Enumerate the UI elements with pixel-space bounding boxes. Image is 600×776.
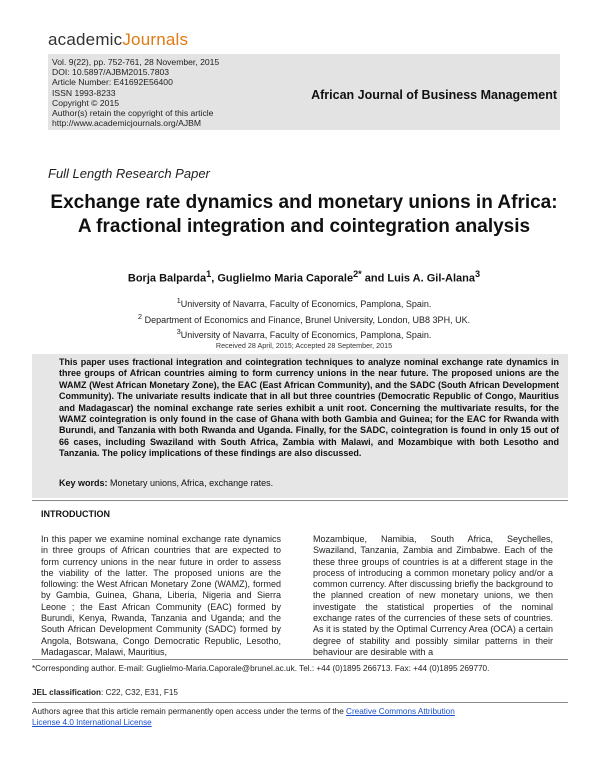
license-text: Authors agree that this article remain permanently open access under the terms of the	[32, 707, 347, 716]
meta-doi: DOI: 10.5897/AJBM2015.7803	[52, 67, 170, 78]
author-and: and	[361, 272, 388, 285]
license-link[interactable]: License 4.0 International License	[32, 717, 152, 727]
footnote-divider	[32, 659, 568, 660]
meta-copyright: Copyright © 2015	[52, 97, 120, 108]
affiliations	[48, 295, 560, 342]
jel-classification	[32, 688, 178, 697]
meta-rights: Author(s) retain the copyright of this article	[52, 108, 214, 119]
author-affil-mark: 3	[475, 269, 481, 279]
affiliation: $^3$University of Navarra, Faculty of Economics, Pamplona, Spain.	[176, 327, 432, 340]
author-separator: ,	[211, 272, 218, 285]
author-affil-mark: 2*	[353, 269, 362, 279]
abstract-text: This paper uses fractional integration and cointegration techniques to analyze nominal exchange rate dynamics in three groups of African countries aiming to form currency unions in the near future. The proposed unions are the WAMZ (West African Monetary Zone), the EAC (East African Community), and the SADC (South African Development Community). The univariate results indicate that in all but three countries (Democratic Republic of Congo, Mauritius and Madagascar) the nominal exchange rate series exhibit a unit root. Concerning the multivariate results, for the WAMZ cointegration is only found in the case of Ghana with both Gambia and Guinea; for the EAC for Rwanda with Burundi, and Tanzania with both Rwanda and Uganda. Finally, for the SADC, cointegration is found in only 15 out of 66 cases, including Swaziland with South Africa, Zambia with Malawi, and Mozambique with both Lesotho and Tanzania. The policy implications of these findings are also discussed.	[59, 357, 559, 459]
keywords	[59, 478, 273, 488]
meta-url[interactable]: http://www.academicjournals.org/AJBM	[52, 118, 202, 129]
author-name: Luis A. Gil-Alana	[387, 272, 475, 285]
body-column-left: In this paper we examine nominal exchange rate dynamics in three groups of African countries that are expected to form currency unions in the near future in order to assess the viability of the latter. The proposed unions are the following: the West African Monetary Zone (WAMZ), formed by Gambia, Guinea, Ghana, Liberia, Nigeria and Sierra Leone ; the East African Community (EAC) formed by Burundi, Kenya, Rwanda, Tanzania and Uganda; and the South African Development Community (SADC) formed by Angola, Botswana, Congo Democratic Republic, Lesotho, Madagascar, Malawi, Mauritius,	[41, 534, 281, 657]
license-link[interactable]: Creative Commons Attribution	[346, 707, 455, 716]
article-metadata	[52, 57, 219, 128]
journal-name: African Journal of Business Management	[311, 88, 557, 102]
jel-codes: : C22, C32, E31, F15	[101, 688, 178, 697]
meta-volume: Vol. 9(22), pp. 752-761, 28 November, 2015	[52, 57, 220, 67]
author-affil-mark: 1	[206, 269, 212, 279]
affiliation: $^2$ Department of Economics and Finance, Brunel University, London, UB8 3PH, UK.	[137, 311, 471, 325]
license-divider	[32, 702, 568, 703]
license-notice	[32, 707, 568, 728]
body-column-right: Mozambique, Namibia, South Africa, Seychelles, Swaziland, Tanzania, Zambia and Zimbabwe. Each of the these three groups of countries is at a different stage in the process of introducing a common monetary policy and/or a common currency. After discussing briefly the background to the planned creation of new monetary unions, we then investigate the statistical properties of the nominal exchange rates of the currencies of these sets of countries. As it is stated by the Optimal Currency Area (OCA) a certain degree of stability and possibly similar patterns in their behaviour are desirable with a	[313, 534, 553, 657]
jel-label: JEL classification	[32, 688, 102, 697]
author-name: Borja Balparda	[127, 272, 207, 285]
corresponding-author: *Corresponding author. E-mail: Guglielmo-Maria.Caporale@brunel.ac.uk. Tel.: +44 (0)1895 266713. Fax: +44 (0)1895 269770.	[32, 664, 490, 673]
meta-article-number: Article Number: E41692E56400	[52, 77, 173, 88]
keywords-values: Monetary unions, Africa, exchange rates.	[107, 478, 274, 488]
received-dates: Received 28 April, 2015; Accepted 28 September, 2015	[215, 341, 393, 350]
paper-title: Exchange rate dynamics and monetary unions in Africa: A fractional integration and cointegration analysis	[50, 192, 558, 237]
section-heading-introduction: INTRODUCTION	[41, 509, 110, 519]
affiliation: $^1$University of Navarra, Faculty of Economics, Pamplona, Spain.	[176, 296, 432, 309]
meta-issn: ISSN 1993-8233	[52, 87, 116, 98]
abstract-divider	[32, 500, 568, 501]
paper-type: Full Length Research Paper	[48, 166, 210, 181]
author-list	[48, 269, 560, 285]
publisher-logo: academicJournals	[48, 30, 189, 49]
keywords-label: Key words:	[59, 478, 108, 488]
author-name: Guglielmo Maria Caporale	[217, 272, 354, 285]
